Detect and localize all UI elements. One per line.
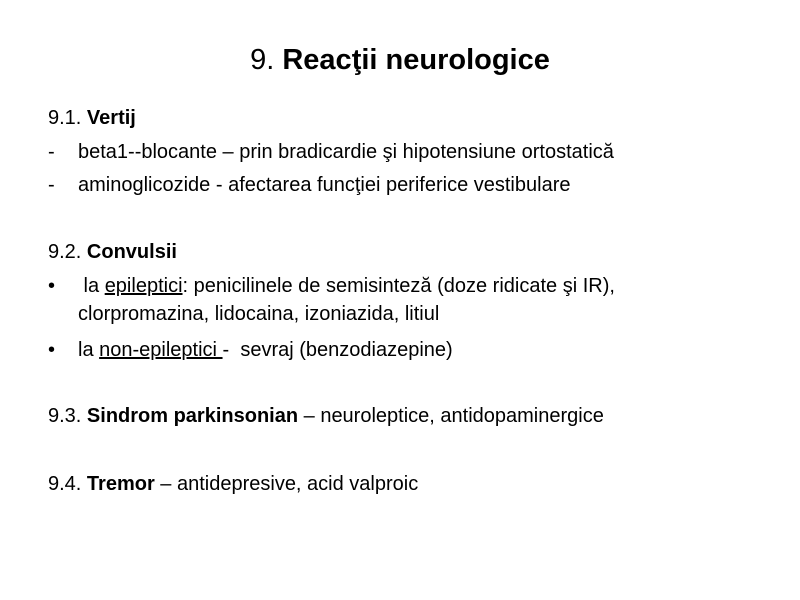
title-text: Reacţii neurologice — [282, 44, 550, 76]
list-item-continuation: clorpromazina, lidocaina, izoniazida, litiul — [78, 303, 440, 325]
section-tremor: 9.4. Tremor – antidepresive, acid valproic — [48, 473, 419, 495]
dash-marker: - — [48, 141, 55, 163]
list-item-text: la non-epileptici - sevraj (benzodiazepine) — [78, 339, 453, 361]
section-heading-convulsii: 9.2. Convulsii — [48, 241, 177, 263]
title-number: 9. — [250, 44, 283, 76]
list-item-text: aminoglicozide - afectarea funcţiei periferice vestibulare — [78, 174, 571, 196]
slide-title — [0, 40, 800, 80]
section-heading-vertij: 9.1. Vertij — [48, 107, 136, 129]
bullet-marker: • — [48, 339, 56, 361]
list-item-text: beta1--blocante – prin bradicardie şi hipotensiune ortostatică — [78, 141, 614, 163]
section-parkinson: 9.3. Sindrom parkinsonian – neuroleptice, antidopaminergice — [48, 405, 604, 427]
list-item-text: la epileptici: penicilinele de semisinteză (doze ridicate şi IR), — [78, 275, 615, 297]
bullet-marker: • — [48, 275, 56, 297]
dash-marker: - — [48, 174, 55, 196]
